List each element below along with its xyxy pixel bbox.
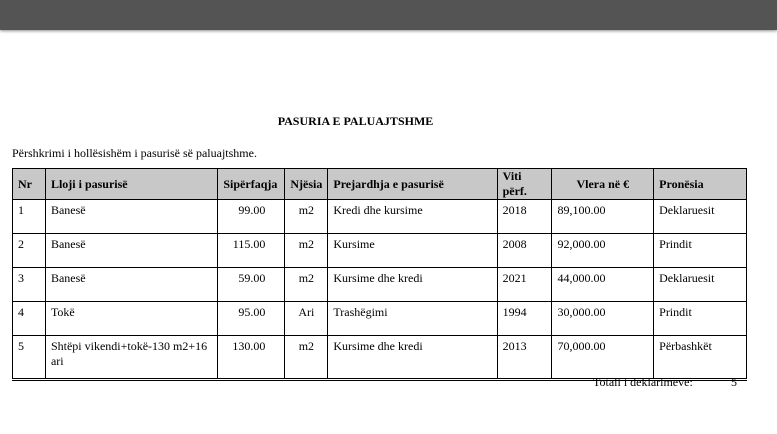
cell-nr: 1 — [13, 200, 46, 234]
cell-njesia: m2 — [285, 268, 328, 302]
table-row — [13, 268, 747, 302]
cell-lloji: Banesë — [45, 268, 217, 302]
total-count: 5 — [731, 375, 737, 389]
section-description: Përshkrimi i hollësishëm i pasurisë së paluajtshme. — [12, 146, 257, 160]
cell-viti: 2018 — [497, 200, 552, 234]
cell-prejardhja: Kursime dhe kredi — [328, 336, 497, 380]
cell-pronesia: Prindit — [654, 234, 747, 268]
cell-siperfaqja: 99.00 — [218, 200, 285, 234]
property-table — [12, 168, 747, 381]
cell-nr: 2 — [13, 234, 46, 268]
table-row — [13, 200, 747, 234]
cell-viti: 1994 — [497, 302, 552, 336]
cell-prejardhja: Kursime dhe kredi — [328, 268, 497, 302]
cell-siperfaqja: 95.00 — [218, 302, 285, 336]
header-prejardhja: Prejardhja e pasurisë — [328, 169, 497, 200]
table-row — [13, 336, 747, 380]
table-row — [13, 234, 747, 268]
page-title: PASURIA E PALUAJTSHME — [277, 114, 434, 128]
cell-viti: 2013 — [497, 336, 552, 380]
cell-vlera: 70,000.00 — [552, 336, 654, 380]
header-nr: Nr — [13, 169, 46, 200]
cell-vlera: 44,000.00 — [552, 268, 654, 302]
header-viti: Viti përf. — [497, 169, 552, 200]
cell-njesia: m2 — [285, 336, 328, 380]
cell-prejardhja: Trashëgimi — [328, 302, 497, 336]
cell-pronesia: Deklaruesit — [654, 268, 747, 302]
header-vlera: Vlera në € — [552, 169, 654, 200]
viewer-toolbar — [0, 0, 777, 30]
cell-njesia: Ari — [285, 302, 328, 336]
cell-pronesia: Prindit — [654, 302, 747, 336]
cell-vlera: 30,000.00 — [552, 302, 654, 336]
cell-njesia: m2 — [285, 200, 328, 234]
cell-vlera: 92,000.00 — [552, 234, 654, 268]
total-label: Totali i deklarimeve: — [593, 375, 693, 389]
table-row — [13, 302, 747, 336]
header-pronesia: Pronësia — [654, 169, 747, 200]
cell-pronesia: Deklaruesit — [654, 200, 747, 234]
header-siperfaqja: Sipërfaqja — [218, 169, 285, 200]
cell-lloji: Tokë — [45, 302, 217, 336]
cell-lloji: Banesë — [45, 200, 217, 234]
cell-siperfaqja: 59.00 — [218, 268, 285, 302]
header-njesia: Njësia — [285, 169, 328, 200]
cell-vlera: 89,100.00 — [552, 200, 654, 234]
cell-siperfaqja: 130.00 — [218, 336, 285, 380]
cell-prejardhja: Kredi dhe kursime — [328, 200, 497, 234]
cell-viti: 2021 — [497, 268, 552, 302]
cell-nr: 5 — [13, 336, 46, 380]
cell-prejardhja: Kursime — [328, 234, 497, 268]
header-lloji: Lloji i pasurisë — [45, 169, 217, 200]
cell-nr: 3 — [13, 268, 46, 302]
table-header-row — [13, 169, 747, 200]
cell-siperfaqja: 115.00 — [218, 234, 285, 268]
cell-viti: 2008 — [497, 234, 552, 268]
declarations-total — [593, 375, 737, 390]
cell-pronesia: Përbashkët — [654, 336, 747, 380]
cell-nr: 4 — [13, 302, 46, 336]
cell-njesia: m2 — [285, 234, 328, 268]
cell-lloji: Shtëpi vikendi+tokë-130 m2+16 ari — [45, 336, 217, 380]
cell-lloji: Banesë — [45, 234, 217, 268]
